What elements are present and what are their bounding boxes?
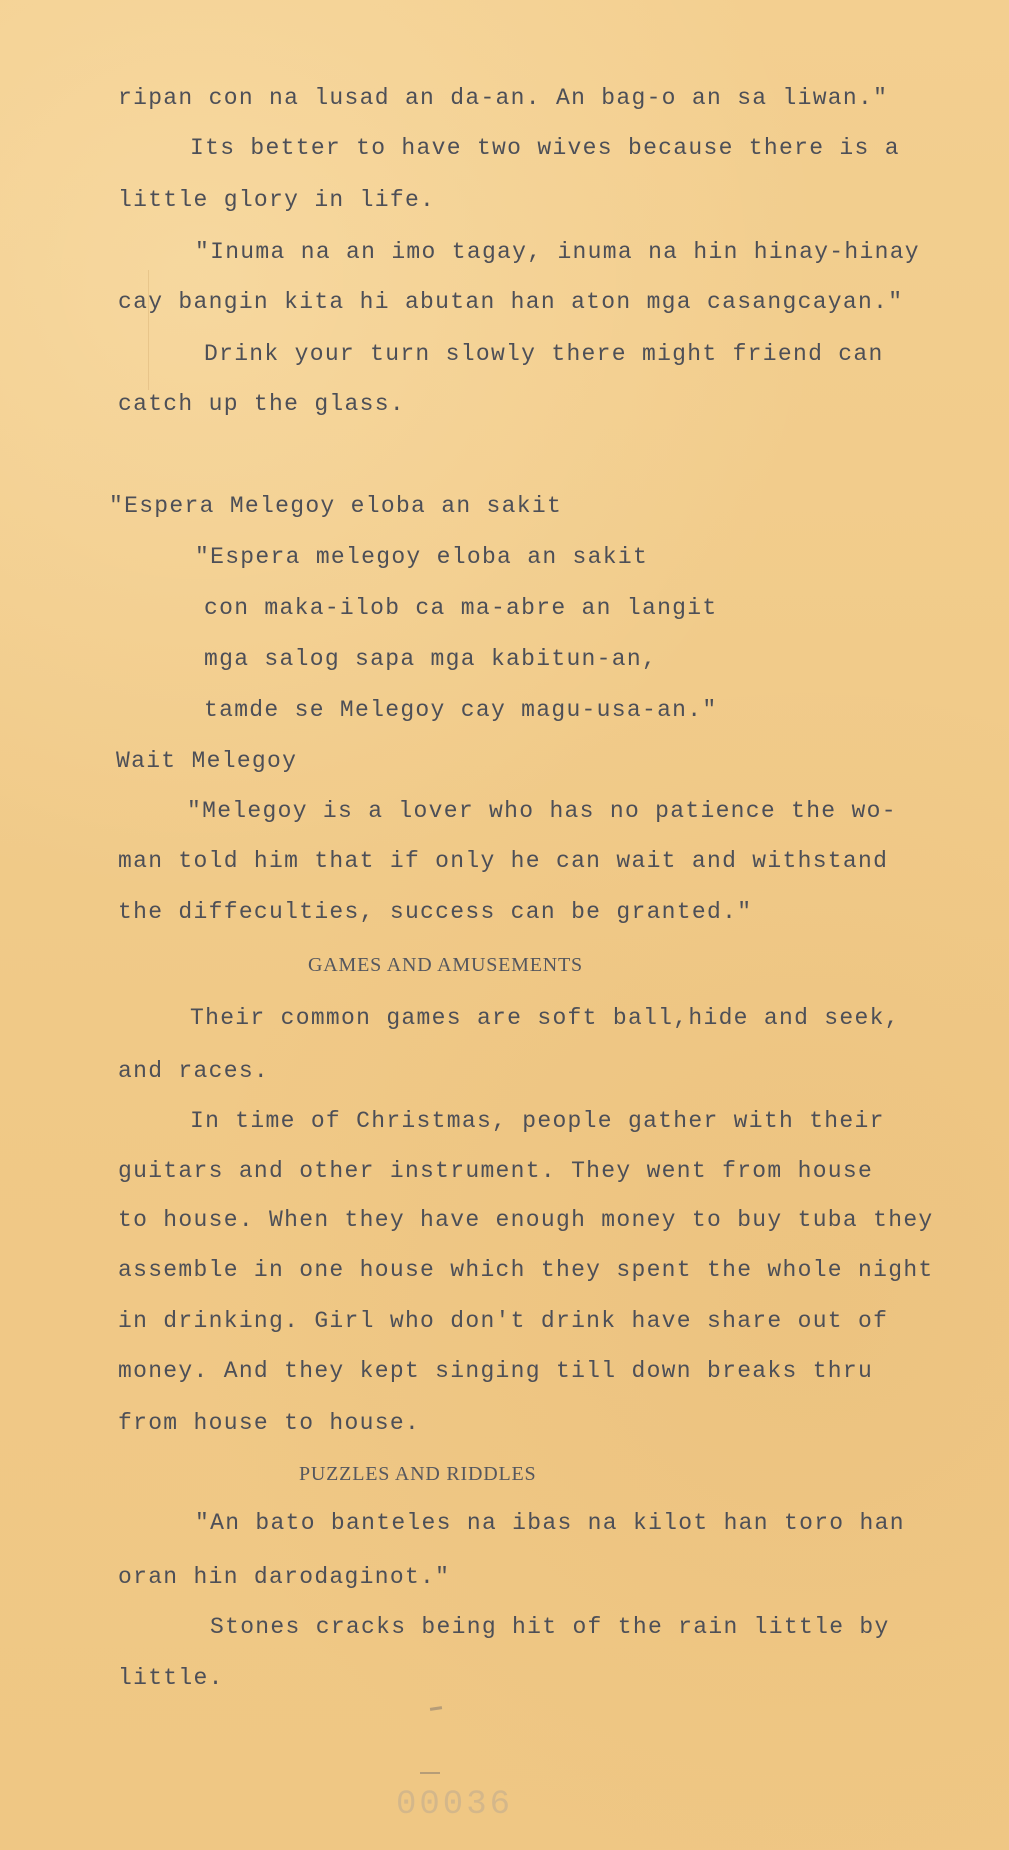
ink-mark [430, 1706, 442, 1711]
text-line-28: "An bato banteles na ibas na kilot han toro han [195, 1510, 905, 1536]
text-line-7: catch up the glass. [118, 391, 405, 417]
text-line-20: In time of Christmas, people gather with their [190, 1108, 885, 1134]
text-line-10: con maka-ilob ca ma-abre an langit [204, 595, 718, 621]
text-line-8: "Espera Melegoy eloba an sakit [109, 493, 563, 519]
text-line-31: little. [118, 1665, 224, 1691]
text-line-9: "Espera melegoy eloba an sakit [195, 544, 649, 570]
text-line-30: Stones cracks being hit of the rain little by [210, 1614, 890, 1640]
text-line-26: from house to house. [118, 1410, 421, 1436]
text-line-15: man told him that if only he can wait and withstand [118, 848, 889, 874]
text-line-16: the diffeculties, success can be granted." [118, 899, 753, 925]
text-line-3: little glory in life. [118, 187, 436, 213]
section-heading-puzzles: PUZZLES AND RIDDLES [299, 1463, 537, 1485]
text-line-6: Drink your turn slowly there might friend can [204, 341, 884, 367]
text-line-18: Their common games are soft ball,hide and seek, [190, 1005, 900, 1031]
text-line-11: mga salog sapa mga kabitun-an, [204, 646, 658, 672]
text-line-13: Wait Melegoy [116, 748, 298, 774]
ink-dash [420, 1772, 440, 1774]
text-line-19: and races. [118, 1058, 270, 1084]
text-line-24: in drinking. Girl who don't drink have share out of [118, 1308, 889, 1334]
paper-fold-line [148, 270, 149, 390]
text-line-4: "Inuma na an imo tagay, inuma na hin hinay-hinay [195, 239, 920, 265]
section-heading-games: GAMES AND AMUSEMENTS [308, 954, 583, 976]
text-line-1: ripan con na lusad an da-an. An bag-o an sa liwan." [118, 85, 889, 111]
text-line-14: "Melegoy is a lover who has no patience the wo- [187, 798, 897, 824]
text-line-29: oran hin darodaginot." [118, 1564, 451, 1590]
text-line-2: Its better to have two wives because there is a [190, 135, 900, 161]
text-line-25: money. And they kept singing till down breaks thru [118, 1358, 874, 1384]
text-line-23: assemble in one house which they spent the whole night [118, 1257, 934, 1283]
page-number-stamp: 00036 [396, 1786, 514, 1824]
text-line-12: tamde se Melegoy cay magu-usa-an." [204, 697, 718, 723]
text-line-21: guitars and other instrument. They went from house [118, 1158, 874, 1184]
text-line-22: to house. When they have enough money to buy tuba they [118, 1207, 934, 1233]
text-line-5: cay bangin kita hi abutan han aton mga casangcayan." [118, 289, 904, 315]
